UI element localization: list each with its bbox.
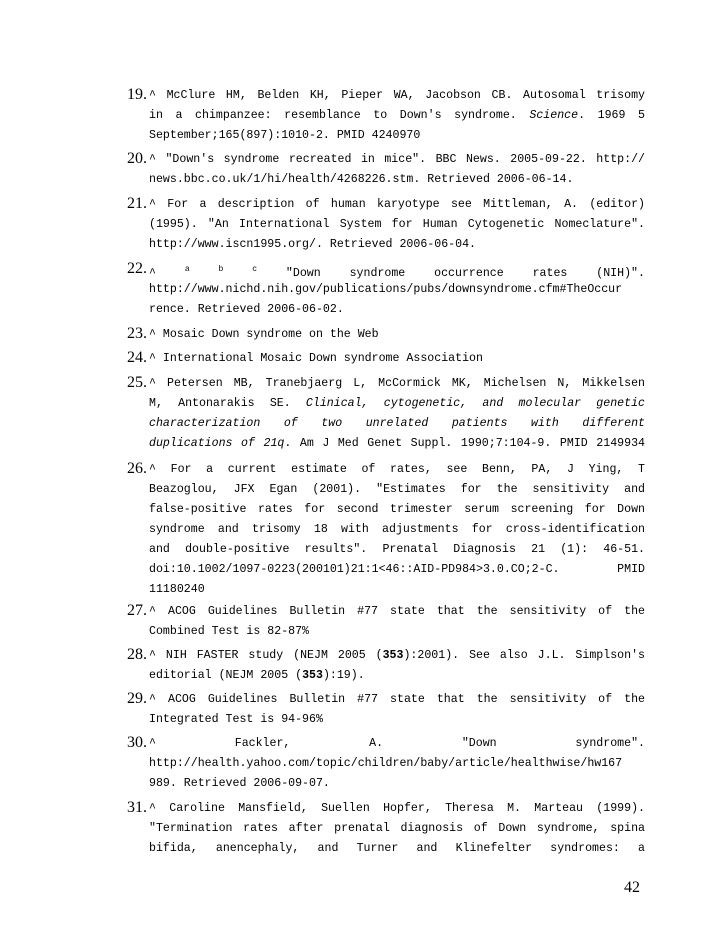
reference-line: ^ International Mosaic Down syndrome Association (149, 352, 483, 365)
reference-number: 30. (127, 734, 147, 751)
reference-text (149, 799, 645, 859)
reference-item (127, 690, 645, 730)
reference-line: ^ Caroline Mansfield, Suellen Hopfer, Theresa M. Marteau (1999). (149, 802, 645, 815)
reference-line: "Termination rates after prenatal diagnosis of Down syndrome, spina (149, 822, 645, 835)
reference-text (149, 195, 645, 255)
reference-line: news.bbc.co.uk/1/hi/health/4268226.stm. Retrieved 2006-06-14. (149, 173, 574, 186)
reference-line: http://health.yahoo.com/topic/children/baby/article/healthwise/hw167 (149, 757, 623, 770)
reference-line: syndrome and trisomy 18 with adjustments for cross-identification (149, 523, 645, 536)
reference-item (127, 460, 645, 600)
reference-text-run: 353 (302, 669, 323, 682)
reference-text-run: editorial (NEJM 2005 ( (149, 669, 303, 682)
reference-text (149, 460, 645, 600)
reference-text (149, 86, 645, 146)
reference-line (149, 646, 645, 666)
reference-text-run: in a chimpanzee: resemblance to Down's syndrome. (149, 109, 530, 122)
reference-line (149, 106, 645, 126)
reference-line: ^ Petersen MB, Tranebjaerg L, McCormick MK, Michelsen N, Mikkelsen (149, 377, 645, 390)
reference-text-run: . Am J Med Genet Suppl. 1990;7:104-9. PMID 2149934 (284, 437, 645, 450)
reference-line: 989. Retrieved 2006-09-07. (149, 777, 330, 790)
reference-text-run: syndrome (349, 266, 406, 280)
reference-line: doi:10.1002/1097-0223(200101)21:1<46::AID-PD984>3.0.CO;2-C. PMID (149, 563, 645, 576)
reference-text (149, 734, 645, 794)
reference-text-run: occurrence (434, 266, 504, 280)
reference-line (149, 434, 645, 454)
reference-line: ^ "Down's syndrome recreated in mice". BBC News. 2005-09-22. http:// (149, 153, 645, 166)
reference-text-run: b (218, 265, 224, 274)
reference-item (127, 260, 645, 320)
reference-number: 19. (127, 86, 147, 103)
reference-text-run: M, Antonarakis SE. (149, 397, 306, 410)
reference-item (127, 602, 645, 642)
reference-line (149, 666, 645, 686)
reference-line: Combined Test is 82-87% (149, 625, 310, 638)
reference-text (149, 349, 645, 369)
reference-item (127, 325, 645, 345)
reference-item (127, 150, 645, 190)
reference-text-run: Science (529, 109, 579, 122)
reference-text (149, 374, 645, 454)
reference-text-run: duplications of 21q (149, 437, 285, 450)
reference-item (127, 86, 645, 146)
reference-text (149, 646, 645, 686)
reference-text-run: 353 (382, 649, 404, 662)
reference-item (127, 799, 645, 859)
reference-text-run: Clinical, cytogenetic, and molecular genetic (305, 397, 645, 410)
reference-text-run: ^ NIH FASTER study (NEJM 2005 ( (149, 649, 383, 662)
reference-number: 31. (127, 799, 147, 816)
reference-line: ^ ACOG Guidelines Bulletin #77 state that the sensitivity of the (149, 693, 645, 706)
reference-line (149, 260, 645, 280)
reference-line: (1995). "An International System for Human Cytogenetic Nomeclature". (149, 218, 645, 231)
reference-number: 25. (127, 374, 147, 391)
reference-text (149, 690, 645, 730)
reference-line: rence. Retrieved 2006-06-02. (149, 303, 344, 316)
reference-item (127, 374, 645, 454)
reference-line: and double-positive results". Prenatal Diagnosis 21 (1): 46-51. (149, 543, 645, 556)
reference-text-run: ^ (149, 266, 156, 280)
reference-number: 29. (127, 690, 147, 707)
reference-line: 11180240 (149, 583, 205, 596)
reference-text-run: (NIH)". (596, 266, 645, 280)
reference-item (127, 734, 645, 794)
reference-line: ^ ACOG Guidelines Bulletin #77 state that the sensitivity of the (149, 605, 645, 618)
reference-number: 21. (127, 195, 147, 212)
reference-text-run: c (252, 265, 258, 274)
reference-number: 24. (127, 349, 147, 366)
reference-line: ^ For a current estimate of rates, see Benn, PA, J Ying, T (149, 463, 645, 476)
reference-line (149, 414, 645, 434)
reference-line: ^ McClure HM, Belden KH, Pieper WA, Jacobson CB. Autosomal trisomy (149, 89, 645, 102)
reference-line: Integrated Test is 94-96% (149, 713, 323, 726)
reference-number: 28. (127, 646, 147, 663)
reference-text-run: characterization of two unrelated patients with different (149, 417, 645, 430)
reference-item (127, 195, 645, 255)
reference-number: 20. (127, 150, 147, 167)
reference-text-run: "Down (285, 266, 321, 280)
reference-line: ^ Mosaic Down syndrome on the Web (149, 328, 379, 341)
reference-line: Beazoglou, JFX Egan (2001). "Estimates for the sensitivity and (149, 483, 645, 496)
reference-number: 27. (127, 602, 147, 619)
reference-number: 23. (127, 325, 147, 342)
reference-text-run: . 1969 5 (578, 109, 645, 122)
reference-text (149, 260, 645, 320)
reference-item (127, 349, 645, 369)
reference-text (149, 325, 645, 345)
reference-number: 26. (127, 460, 147, 477)
reference-line: ^ For a description of human karyotype see Mittleman, A. (editor) (149, 198, 645, 211)
reference-text (149, 150, 645, 190)
reference-line: bifida, anencephaly, and Turner and Klinefelter syndromes: a (149, 842, 645, 855)
reference-line: false-positive rates for second trimester serum screening for Down (149, 503, 645, 516)
page-number: 42 (624, 879, 640, 896)
reference-text-run: rates (532, 266, 568, 280)
reference-text-run: a (184, 265, 190, 274)
reference-line: ^ Fackler, A. "Down syndrome". (149, 737, 645, 750)
reference-number: 22. (127, 260, 147, 277)
reference-text-run: ):2001). See also J.L. Simplson's (403, 649, 645, 662)
reference-item (127, 646, 645, 686)
reference-line: September;165(897):1010-2. PMID 4240970 (149, 129, 421, 142)
reference-text-run: ):19). (322, 669, 365, 682)
reference-line (149, 394, 645, 414)
reference-text (149, 602, 645, 642)
reference-line: http://www.nichd.nih.gov/publications/pubs/downsyndrome.cfm#TheOccur (149, 283, 623, 296)
reference-line: http://www.iscn1995.org/. Retrieved 2006-06-04. (149, 238, 476, 251)
